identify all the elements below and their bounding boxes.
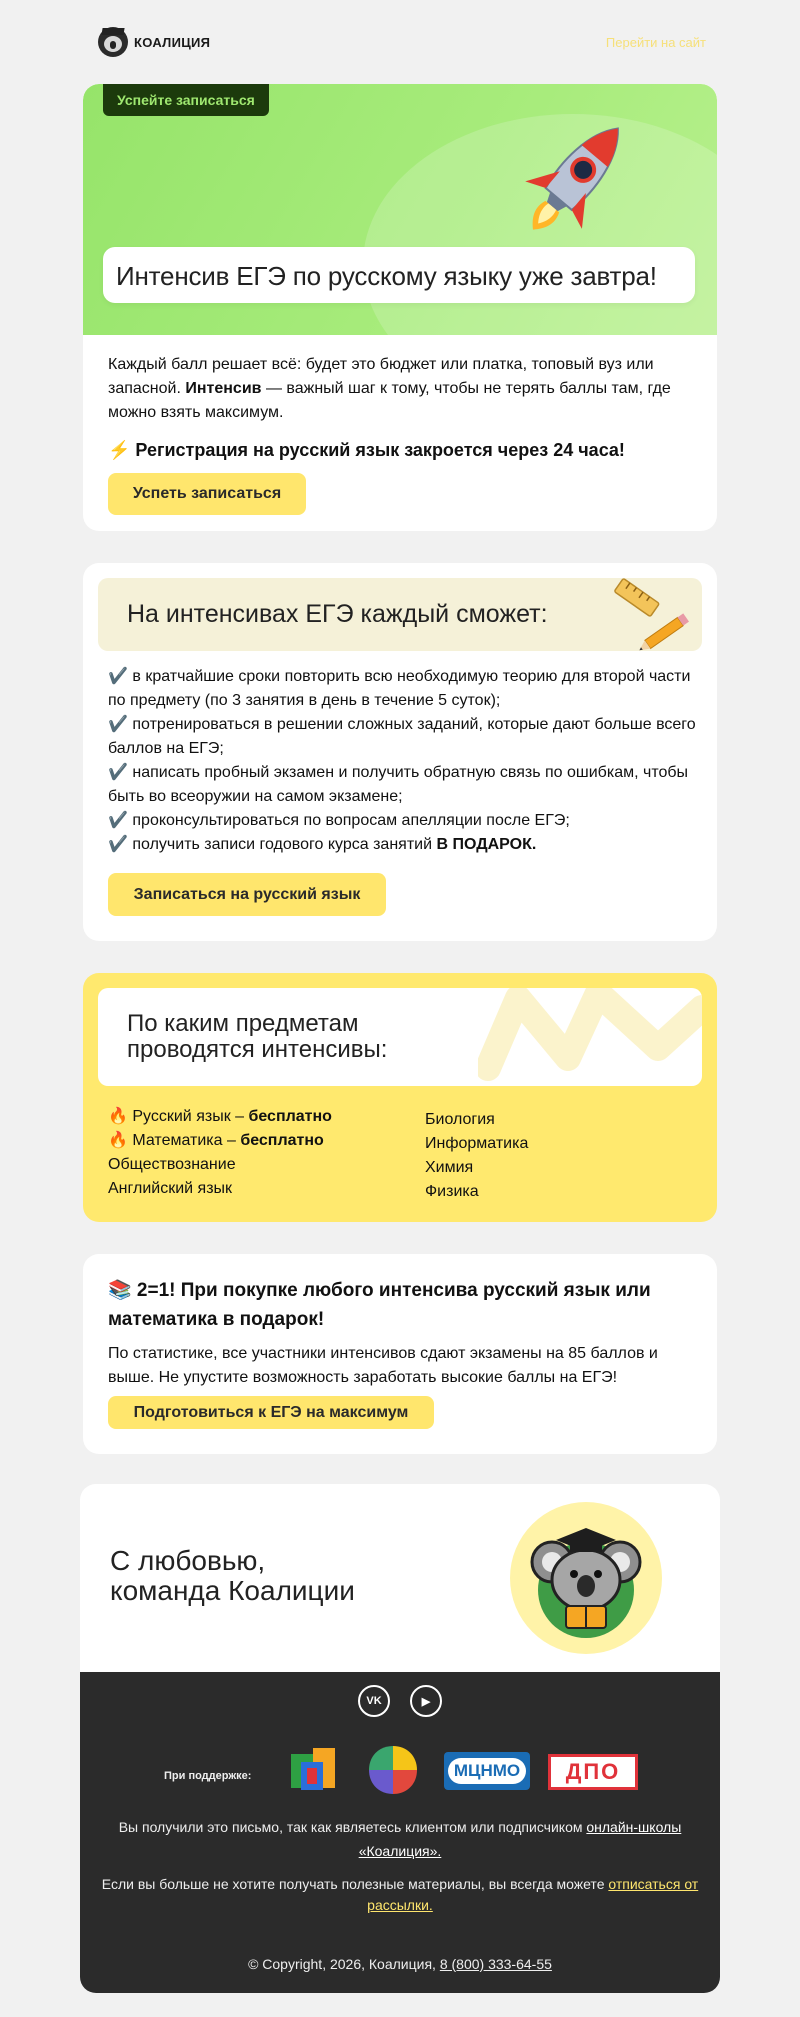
signature-line2: команда Коалиции: [110, 1575, 355, 1606]
subjects-title-line2: проводятся интенсивы:: [127, 1036, 388, 1063]
fire-icon: 🔥: [108, 1108, 133, 1125]
benefit-text: проконсультироваться по вопросам апелляции после ЕГЭ;: [132, 812, 570, 829]
subject-name: Математика –: [132, 1132, 241, 1149]
phone-link[interactable]: 8 (800) 333-64-55: [439, 1956, 552, 1972]
list-item: [108, 833, 698, 857]
check-icon: ✔️: [108, 836, 128, 853]
decorative-shape-icon: [478, 988, 702, 1086]
subject-name: Английский язык: [108, 1180, 233, 1197]
logo[interactable]: [98, 22, 210, 62]
subject-name: Русский язык –: [132, 1108, 249, 1125]
list-item: [108, 1153, 332, 1177]
list-item: Физика: [425, 1183, 479, 1200]
list-item: [108, 761, 698, 809]
check-icon: ✔️: [108, 668, 128, 685]
ruler-pencil-icon: [604, 578, 702, 651]
check-icon: ✔️: [108, 764, 128, 781]
notice-text: Вы получили это письмо, так как являетесь клиентом или подписчиком: [118, 1819, 587, 1835]
benefits-header: [98, 578, 702, 651]
hero-title: Интенсив ЕГЭ по русскому языку уже завтра!: [116, 261, 657, 291]
partner-dpo-logo[interactable]: [548, 1754, 638, 1790]
benefit-text: получить записи годового курса занятий: [132, 836, 437, 853]
signature-text: [110, 1546, 355, 1606]
support-label: При поддержке:: [164, 1770, 252, 1782]
registration-notice: ⚡ Регистрация на русский язык закроется через 24 часа!: [108, 440, 625, 460]
school-link[interactable]: онлайн-школы «Коалиция».: [358, 1819, 682, 1859]
hurry-badge: Успейте записаться: [103, 84, 269, 116]
list-item: Химия: [425, 1159, 474, 1176]
check-icon: ✔️: [108, 716, 128, 733]
youtube-icon[interactable]: ▶: [410, 1685, 442, 1717]
fire-icon: 🔥: [108, 1132, 133, 1149]
subjects-left-list: [108, 1105, 332, 1201]
hero-title-box: [103, 247, 695, 303]
intensive-body: [108, 353, 698, 463]
dpo-text: ДПО: [565, 1759, 621, 1784]
promo-text: По статистике, все участники интенсивов сдают экзамены на 85 баллов и выше. Не упустите возможность заработать высокие баллы на ЕГЭ!: [108, 1345, 658, 1386]
promo-title: 📚 2=1! При покупке любого интенсива русский язык или математика в подарок!: [108, 1280, 651, 1330]
logo-text: КОАЛИЦИЯ: [134, 34, 211, 50]
list-item: [108, 1129, 332, 1153]
copyright: [100, 1956, 700, 1972]
benefits-title: На интенсивах ЕГЭ каждый сможет:: [127, 600, 548, 628]
social-links: [358, 1685, 442, 1717]
mcnmo-text: МЦНМО: [448, 1758, 526, 1784]
unsub-text: Если вы больше не хотите получать полезные материалы, вы всегда можете: [101, 1876, 609, 1892]
partner-mcnmo-logo[interactable]: [444, 1752, 530, 1790]
subject-free: бесплатно: [248, 1108, 332, 1125]
promo-card: [83, 1254, 717, 1454]
signature-line1: С любовью,: [110, 1545, 266, 1576]
subjects-title: [127, 1011, 387, 1063]
go-to-site-link[interactable]: Перейти на сайт: [605, 35, 706, 50]
unsubscribe-notice: [100, 1874, 700, 1916]
list-item: [108, 1177, 332, 1201]
copyright-text: © Copyright, 2026, Коалиция,: [248, 1956, 440, 1972]
subjects-right-list: [425, 1108, 528, 1204]
header: [98, 22, 708, 62]
koala-logo-icon: [98, 27, 128, 57]
list-item: [108, 1105, 332, 1129]
intro-text-2: — важный шаг к тому, чтобы не терять баллы там, где можно взять максимум.: [108, 380, 671, 421]
benefit-text: потренироваться в решении сложных заданий, которые дают больше всего баллов на ЕГЭ;: [108, 716, 696, 757]
list-item: [108, 665, 698, 713]
footer: [80, 1672, 720, 1993]
benefit-text: написать пробный экзамен и получить обратную связь по ошибкам, чтобы быть во всеоружии на самом экзамене;: [108, 764, 689, 805]
gift-bold: В ПОДАРОК.: [436, 836, 537, 853]
prepare-ege-button[interactable]: Подготовиться к ЕГЭ на максимум: [108, 1396, 434, 1429]
subjects-card: [83, 973, 717, 1222]
rocket-icon: [503, 106, 653, 246]
intro-bold: Интенсив: [185, 380, 262, 397]
list-item: Биология: [425, 1111, 495, 1128]
subjects-title-line1: По каким предметам: [127, 1010, 359, 1037]
subjects-header: [98, 988, 702, 1086]
list-item: [108, 809, 698, 833]
intro-paragraph: [108, 353, 698, 425]
register-russian-button[interactable]: Записаться на русский язык: [108, 873, 386, 916]
vk-icon[interactable]: VK: [358, 1685, 390, 1717]
benefit-text: в кратчайшие сроки повторить всю необходимую теорию для второй части по предмету (по 3 занятия в день в течение 5 суток);: [108, 668, 691, 709]
partner-cube-logo-icon[interactable]: [285, 1742, 341, 1798]
subject-free: бесплатно: [240, 1132, 324, 1149]
list-item: [108, 713, 698, 761]
intro-text-1: Каждый балл решает всё: будет это бюджет или платка, топовый вуз или запасной.: [108, 356, 654, 397]
unsubscribe-link[interactable]: отписаться от рассылки.: [367, 1876, 699, 1913]
subscription-notice: [100, 1815, 700, 1863]
hero-banner: [83, 84, 717, 335]
benefits-list: [108, 665, 698, 857]
benefits-card: [83, 563, 717, 941]
check-icon: ✔️: [108, 812, 128, 829]
list-item: Информатика: [425, 1135, 529, 1152]
hurry-register-button[interactable]: Успеть записаться: [108, 473, 306, 515]
signature-block: [80, 1484, 720, 1674]
koala-mascot-icon: [510, 1502, 662, 1654]
subject-name: Обществознание: [108, 1156, 236, 1173]
intensive-card: [83, 84, 717, 531]
partner-star-logo-icon[interactable]: [365, 1742, 421, 1798]
